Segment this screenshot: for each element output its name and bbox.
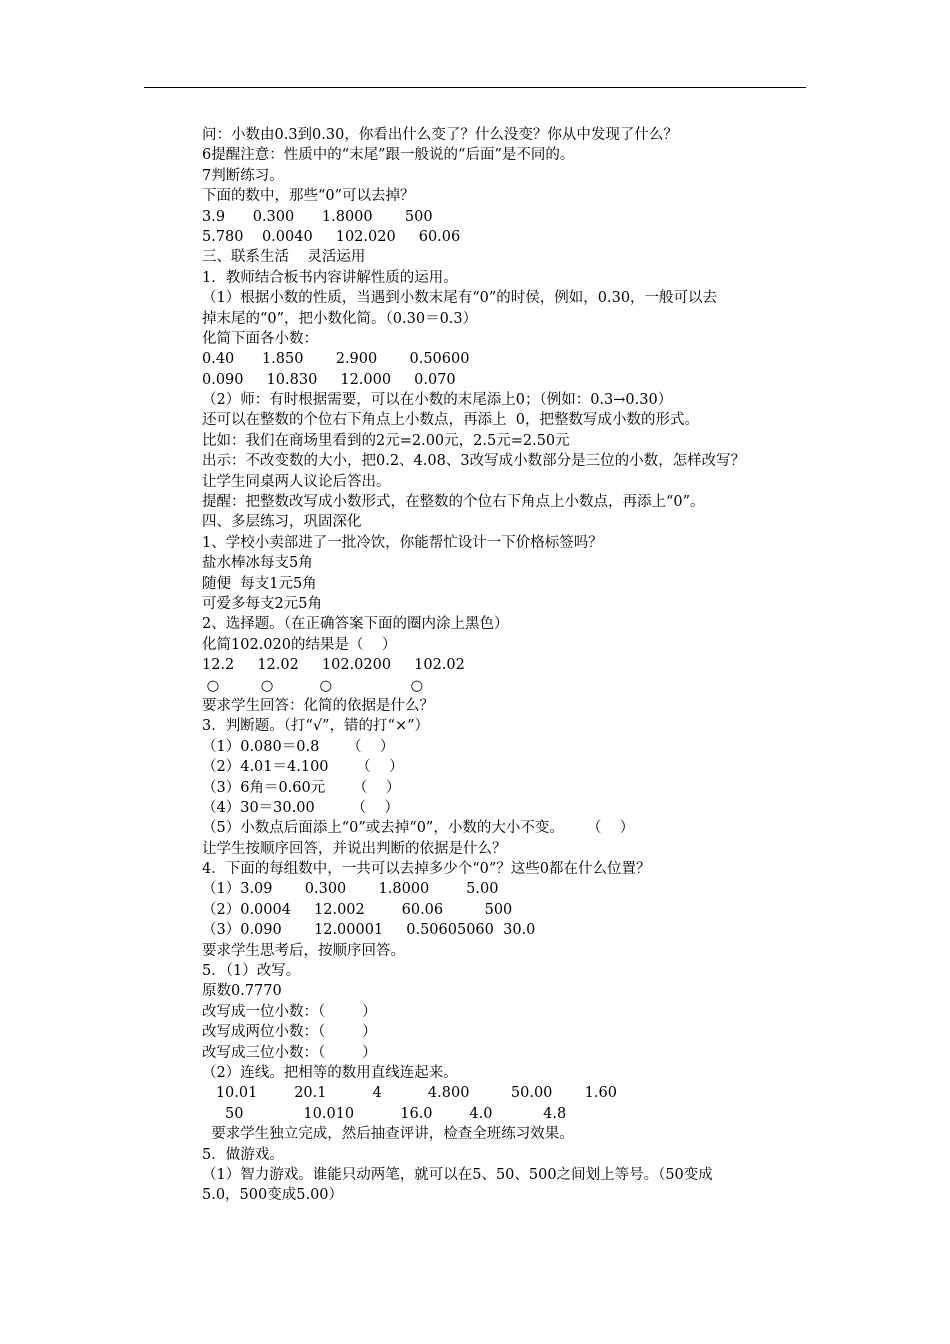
text-line: 原数0.7770 [202,983,282,1000]
text-line: 盐水棒冰每支5角 [202,555,313,572]
document-body [202,125,812,1206]
text-line: （1）智力游戏。谁能只动两笔，就可以在5、50、500之间划上等号。（50变成 [202,1166,713,1183]
text-line: 10.01 20.1 4 4.800 50.00 1.60 [202,1085,617,1102]
text-line: 化简102.020的结果是（ ） [202,636,397,653]
answer-circles: ○ ○ ○ ○ [202,677,424,694]
text-line: （2）师：有时根据需要，可以在小数的末尾添上0；（例如：0.3→0.30） [202,392,673,409]
text-line: （3）6角＝0.60元 （ ） [202,779,401,796]
text-line: 提醒：把整数改写成小数形式，在整数的个位右下角点上小数点，再添上“0”。 [202,494,705,511]
text-line: 50 10.010 16.0 4.0 4.8 [202,1105,567,1122]
text-line: 5.0，500变成5.00） [202,1187,344,1204]
text-line: 改写成三位小数：（ ） [202,1044,377,1061]
text-line: 下面的数中，那些“0”可以去掉？ [202,188,415,205]
text-line: 可爱多每支2元5角 [202,595,322,612]
text-line: 还可以在整数的个位右下角点上小数点，再添上 0，把整数写成小数的形式。 [202,412,699,429]
text-line: 3.9 0.300 1.8000 500 [202,208,433,225]
text-line: 4．下面的每组数中，一共可以去掉多少个“0”？这些0都在什么位置？ [202,861,651,878]
text-line: （1）0.080＝0.8 （ ） [202,738,395,755]
text-line: 5.780 0.0040 102.020 60.06 [202,228,461,245]
text-line: （5）小数点后面添上“0”或去掉“0”，小数的大小不变。 （ ） [202,820,635,837]
text-line: 随便 每支1元5角 [202,575,317,592]
text-line: 改写成两位小数：（ ） [202,1024,377,1041]
text-line: 比如：我们在商场里看到的2元=2.00元，2.5元=2.50元 [202,432,570,449]
text-line: （3）0.090 12.00001 0.50605060 30.0 [202,922,536,939]
text-line: 让学生按顺序回答，并说出判断的依据是什么？ [202,840,507,857]
text-line: （1）3.09 0.300 1.8000 5.00 [202,881,499,898]
text-line: 掉末尾的“0”，把小数化简。（0.30＝0.3） [202,310,478,327]
text-line: 7判断练习。 [202,167,284,184]
text-line: 让学生同桌两人议论后答出。 [202,473,391,490]
text-line: （4）30＝30.00 （ ） [202,799,399,816]
text-line: 2、选择题。（在正确答案下面的圈内涂上黑色） [202,616,509,633]
text-line: 化简下面各小数： [202,330,318,347]
text-line: （2）0.0004 12.002 60.06 500 [202,901,513,918]
text-line: 问：小数由0.3到0.30，你看出什么变了？什么没变？你从中发现了什么？ [202,127,678,143]
section-heading: 三、联系生活 灵活运用 [202,249,366,266]
text-line: 要求学生思考后，按顺序回答。 [202,942,405,959]
text-line: 5．（1）改写。 [202,963,301,980]
text-line: 1．教师结合板书内容讲解性质的运用。 [202,269,458,286]
text-line: 出示：不改变数的大小，把0.2、4.08、3改写成小数部分是三位的小数，怎样改写？ [202,453,746,470]
text-line: 3．判断题。（打“√”，错的打“×”） [202,718,430,735]
text-line: 要求学生回答：化简的依据是什么？ [202,697,434,714]
text-line: 12.2 12.02 102.0200 102.02 [202,657,465,674]
text-line: 0.40 1.850 2.900 0.50600 [202,351,470,368]
text-line: （2）连线。把相等的数用直线连起来。 [202,1064,458,1081]
text-line: 5．做游戏。 [202,1146,284,1163]
text-line: 1、学校小卖部进了一批冷饮，你能帮忙设计一下价格标签吗？ [202,534,603,551]
section-heading: 四、多层练习，巩固深化 [202,514,362,531]
text-line: 改写成一位小数：（ ） [202,1003,377,1020]
text-line: （2）4.01＝4.100 （ ） [202,759,404,776]
text-line: 6提醒注意：性质中的“末尾”跟一般说的“后面”是不同的。 [202,147,575,164]
text-line: 0.090 10.830 12.000 0.070 [202,371,456,388]
header-rule [144,87,806,88]
text-line: 要求学生独立完成，然后抽查评讲，检查全班练习效果。 [202,1126,574,1143]
text-line: （1）根据小数的性质，当遇到小数末尾有“0”的时侯，例如，0.30，一般可以去 [202,290,718,307]
